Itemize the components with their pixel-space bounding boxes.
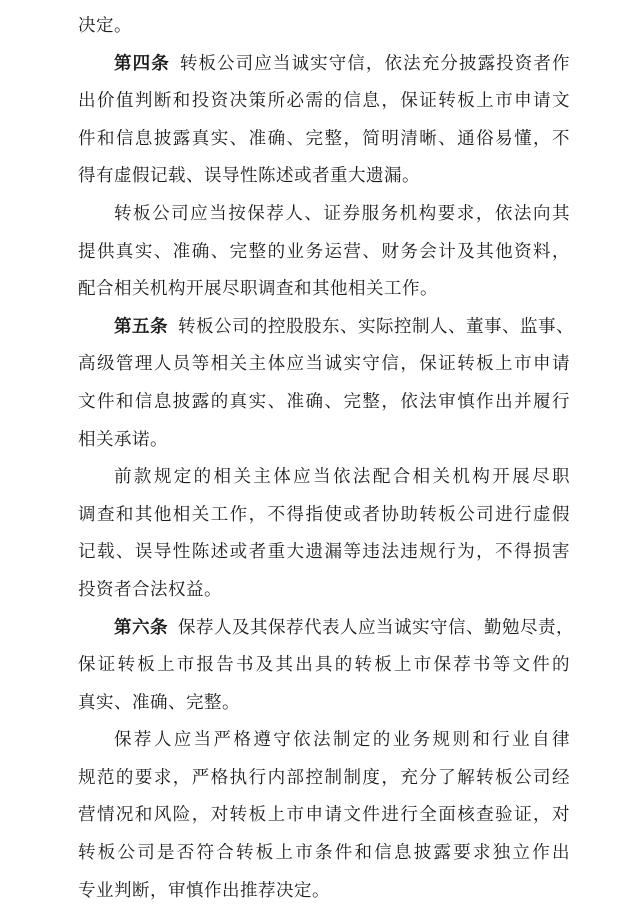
text-line bbox=[78, 610, 574, 648]
paragraph bbox=[78, 459, 570, 609]
paragraph bbox=[78, 196, 570, 309]
paragraph-article-6 bbox=[78, 610, 574, 723]
document-body bbox=[78, 0, 574, 910]
paragraph-article-4 bbox=[78, 46, 570, 196]
text-line: 得有虚假记载、误导性陈述或者重大遗漏。 bbox=[78, 166, 420, 187]
paragraph bbox=[78, 8, 570, 46]
text-line bbox=[78, 46, 570, 84]
text-line-content: 转板公司的控股股东、实际控制人、董事、监事、 bbox=[178, 316, 574, 337]
text-line: 配合相关机构开展尽职调查和其他相关工作。 bbox=[78, 279, 438, 300]
text-line: 营情况和风险，对转板上市申请文件进行全面核查验证，对 bbox=[78, 805, 570, 826]
text-line: 文件和信息披露的真实、准确、完整，依法审慎作出并履行 bbox=[78, 391, 570, 412]
text-line-content: 转板公司应当诚实守信，依法充分披露投资者作 bbox=[179, 53, 571, 74]
text-line: 决定。 bbox=[78, 16, 132, 36]
text-line: 前款规定的相关主体应当依法配合相关机构开展尽职 bbox=[114, 467, 570, 488]
text-line: 投资者合法权益。 bbox=[78, 579, 222, 600]
text-line: 专业判断，审慎作出推荐决定。 bbox=[78, 880, 330, 901]
article-number: 第六条 bbox=[114, 617, 168, 638]
text-line bbox=[78, 309, 574, 347]
text-line: 保证转板上市报告书及其出具的转板上市保荐书等文件的 bbox=[78, 655, 570, 676]
article-number: 第五条 bbox=[114, 316, 168, 337]
text-line: 出价值判断和投资决策所必需的信息，保证转板上市申请文 bbox=[78, 91, 570, 112]
text-line: 转板公司是否符合转板上市条件和信息披露要求独立作出 bbox=[78, 843, 570, 864]
paragraph-article-5 bbox=[78, 309, 574, 459]
text-line: 调查和其他相关工作，不得指使或者协助转板公司进行虚假 bbox=[78, 504, 570, 525]
text-line: 真实、准确、完整。 bbox=[78, 692, 240, 713]
text-line-content: 保荐人及其保荐代表人应当诚实守信、勤勉尽责， bbox=[178, 617, 574, 638]
text-line: 保荐人应当严格遵守依法制定的业务规则和行业自律 bbox=[114, 730, 570, 751]
text-line: 件和信息披露真实、准确、完整，简明清晰、通俗易懂，不 bbox=[78, 128, 570, 149]
text-line: 相关承诺。 bbox=[78, 429, 168, 450]
text-line: 高级管理人员等相关主体应当诚实守信，保证转板上市申请 bbox=[78, 354, 570, 375]
text-line: 转板公司应当按保荐人、证券服务机构要求，依法向其 bbox=[114, 203, 570, 224]
text-line: 提供真实、准确、完整的业务运营、财务会计及其他资料， bbox=[78, 241, 570, 262]
paragraph bbox=[78, 722, 570, 910]
text-line: 规范的要求，严格执行内部控制制度，充分了解转板公司经 bbox=[78, 767, 570, 788]
article-number: 第四条 bbox=[114, 53, 170, 74]
text-line: 记载、误导性陈述或者重大遗漏等违法违规行为，不得损害 bbox=[78, 542, 570, 563]
